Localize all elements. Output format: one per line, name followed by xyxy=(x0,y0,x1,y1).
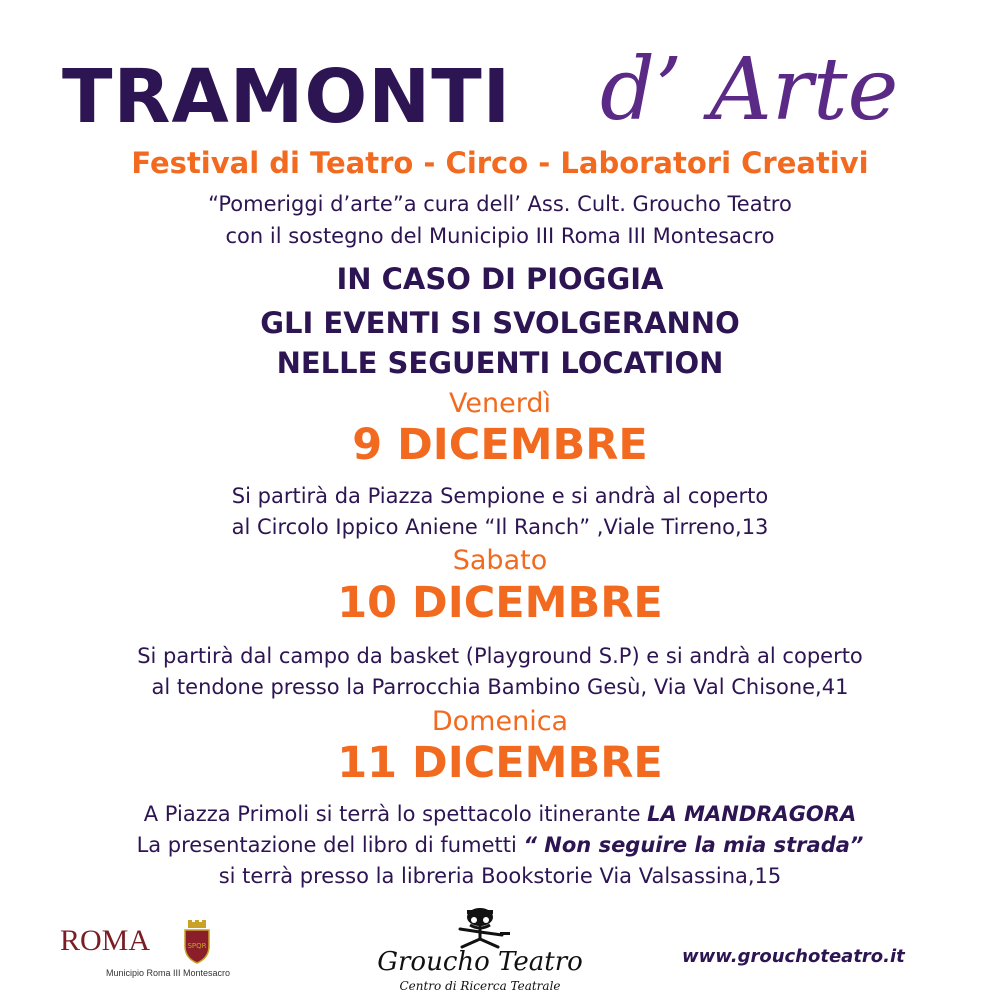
title-main-text: TRAMONTI xyxy=(62,54,512,140)
event-3-line-2-text: La presentazione del libro di fumetti xyxy=(136,833,524,857)
website-link[interactable]: www.grouchoteatro.it xyxy=(682,946,905,967)
event-2-description xyxy=(0,641,1000,703)
event-3-line-1-text: A Piazza Primoli si terrà lo spettacolo itinerante xyxy=(143,802,648,826)
groucho-logo-name: Groucho Teatro xyxy=(377,947,583,977)
event-1-day: Venerdì xyxy=(449,388,551,419)
groucho-teatro-logo xyxy=(370,905,590,995)
event-2-line-2: al tendone presso la Parrocchia Bambino Gesù, Via Val Chisone,41 xyxy=(151,675,849,699)
show-title-mandragora: LA MANDRAGORA xyxy=(647,802,857,826)
event-2-line-1: Si partirà dal campo da basket (Playground S.P) e si andrà al coperto xyxy=(137,644,863,668)
credit-line-1: “Pomeriggi d’arte”a cura dell’ Ass. Cult. Groucho Teatro xyxy=(208,192,792,216)
event-3-day: Domenica xyxy=(431,706,569,737)
credit-line-2: con il sostegno del Municipio III Roma III Montesacro xyxy=(225,224,775,248)
rain-notice-line-1: IN CASO DI PIOGGIA xyxy=(336,262,664,296)
event-3-line-3: si terrà presso la libreria Bookstorie Via Valsassina,15 xyxy=(218,864,782,888)
rain-notice-line-2: GLI EVENTI SI SVOLGERANNO xyxy=(260,306,740,340)
event-1-date: 9 DICEMBRE xyxy=(352,420,648,470)
roma-logo-text: ROMA xyxy=(60,924,151,957)
title-script-text: d’ Arte xyxy=(600,40,899,140)
event-1-line-2: al Circolo Ippico Aniene “Il Ranch” ,Viale Tirreno,13 xyxy=(231,515,769,539)
groucho-figure-icon xyxy=(440,905,520,951)
event-3-line-2 xyxy=(0,830,1000,861)
roma-logo-subtitle: Municipio Roma III Montesacro xyxy=(106,968,231,978)
event-1-line-1: Si partirà da Piazza Sempione e si andrà al coperto xyxy=(231,484,769,508)
event-2-day: Sabato xyxy=(452,545,548,576)
book-title: “ Non seguire la mia strada” xyxy=(523,833,864,857)
roma-crest-icon xyxy=(180,920,214,964)
svg-text:SPQR: SPQR xyxy=(187,942,207,950)
event-2-date: 10 DICEMBRE xyxy=(337,578,663,628)
festival-subtitle: Festival di Teatro - Circo - Laboratori Creativi xyxy=(131,146,869,180)
event-1-description xyxy=(0,481,1000,543)
event-3-description xyxy=(0,799,1000,892)
rain-notice-line-3: NELLE SEGUENTI LOCATION xyxy=(276,346,724,380)
event-3-date: 11 DICEMBRE xyxy=(337,738,663,788)
event-3-line-1 xyxy=(0,799,1000,830)
festival-title xyxy=(0,40,1000,155)
groucho-logo-subtitle: Centro di Ricerca Teatrale xyxy=(399,979,561,993)
roma-municipio-logo xyxy=(56,912,242,984)
